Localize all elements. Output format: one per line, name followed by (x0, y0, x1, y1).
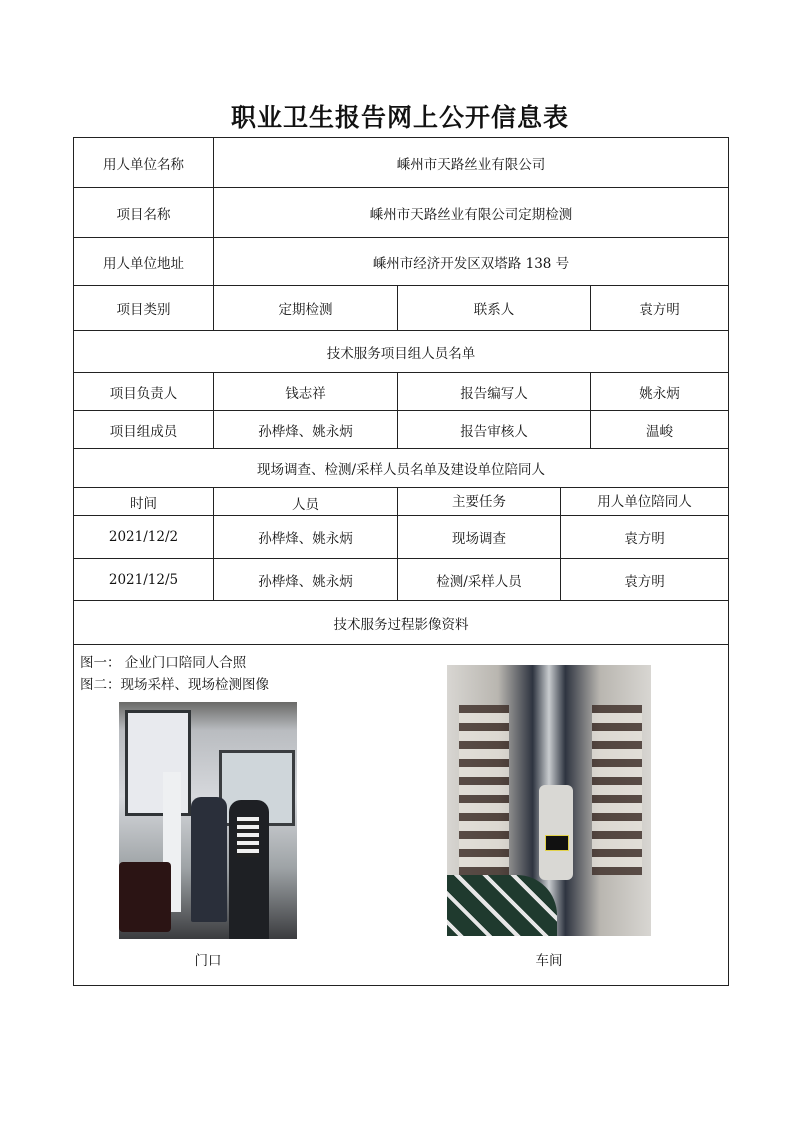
survey-row-2-personnel: 孙桦烽、姚永炳 (213, 558, 398, 601)
survey-row-1-escort: 袁方明 (560, 515, 729, 559)
workshop-photo-label: 车间 (535, 953, 563, 969)
page-title: 职业卫生报告网上公开信息表 (230, 103, 569, 132)
photos-panel (73, 644, 729, 986)
team-members-label: 项目组成员 (73, 410, 214, 449)
contact-label: 联系人 (397, 285, 591, 331)
report-reviewer-label: 报告审核人 (397, 410, 591, 449)
project-name-label: 项目名称 (73, 187, 214, 238)
report-writer-value: 姚永炳 (590, 372, 729, 411)
employer-address-label: 用人单位地址 (73, 237, 214, 286)
project-lead-value: 钱志祥 (213, 372, 398, 411)
survey-header-task: 主要任务 (397, 487, 561, 516)
team-section-header: 技术服务项目组人员名单 (73, 330, 729, 373)
employer-name-label: 用人单位名称 (73, 137, 214, 188)
workshop-photo (447, 665, 651, 936)
survey-row-1-personnel: 孙桦烽、姚永炳 (213, 515, 398, 559)
report-reviewer-value: 温峻 (590, 410, 729, 449)
survey-row-2-date: 2021/12/5 (73, 558, 214, 601)
figure2-caption: 图二：现场采样、现场检测图像 (80, 677, 269, 693)
entrance-photo-label: 门口 (194, 953, 222, 969)
survey-row-1-date: 2021/12/2 (73, 515, 214, 559)
employer-address-value: 嵊州市经济开发区双塔路 138 号 (213, 237, 729, 286)
project-type-value: 定期检测 (213, 285, 398, 331)
figure1-caption: 图一： 企业门口陪同人合照 (80, 655, 247, 671)
team-members-value: 孙桦烽、姚永炳 (213, 410, 398, 449)
report-writer-label: 报告编写人 (397, 372, 591, 411)
project-type-label: 项目类别 (73, 285, 214, 331)
entrance-photo (119, 702, 297, 939)
employer-name-value: 嵊州市天路丝业有限公司 (213, 137, 729, 188)
project-name-value: 嵊州市天路丝业有限公司定期检测 (213, 187, 729, 238)
survey-section-header: 现场调查、检测/采样人员名单及建设单位陪同人 (73, 448, 729, 488)
project-lead-label: 项目负责人 (73, 372, 214, 411)
survey-row-2-escort: 袁方明 (560, 558, 729, 601)
survey-row-1-task: 现场调查 (397, 515, 561, 559)
images-section-header: 技术服务过程影像资料 (73, 600, 729, 645)
survey-header-personnel: 人员 (213, 487, 398, 516)
contact-value: 袁方明 (590, 285, 729, 331)
survey-header-escort: 用人单位陪同人 (560, 487, 729, 516)
survey-header-time: 时间 (73, 487, 214, 516)
survey-row-2-task: 检测/采样人员 (397, 558, 561, 601)
